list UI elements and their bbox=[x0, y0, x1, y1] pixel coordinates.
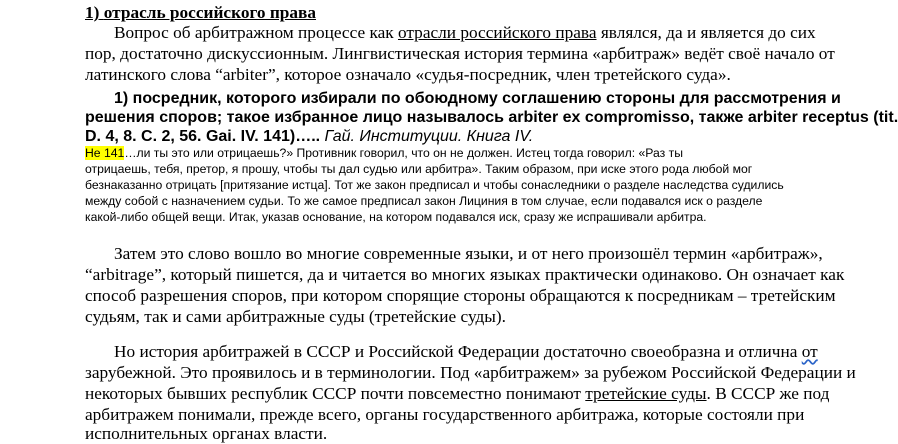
section-number: 1) bbox=[85, 3, 100, 22]
quote-line-3: D. 4, 8. C. 2, 56. Gai. IV. 141)….. Гай. Институции. Книга IV. bbox=[85, 128, 534, 145]
p2-line-4: судьям, так и сами арбитражные суды (третейские суды). bbox=[85, 307, 506, 326]
p3-line-1: Но история арбитражей в СССР и Российской Федерации достаточно своеобразна и отлична от bbox=[114, 342, 818, 361]
section-title: отрасль российского права bbox=[103, 3, 317, 22]
highlighted-reference: Не 141 bbox=[85, 146, 125, 160]
intro-line-1: Вопрос об арбитражном процессе как отрасли российского права являлся, да и является до сих bbox=[114, 23, 816, 42]
spellcheck-word: от bbox=[801, 342, 818, 361]
excerpt-line-5: какой-либо общей вещи. Итак, указав основание, на котором подавался иск, сразу же испрашивали арбитра. bbox=[85, 210, 707, 224]
intro-line-3: латинского слова “arbiter”, которое означало «судья-посредник, член третейского суда». bbox=[85, 65, 731, 84]
quote-line-2: решения споров; такое избранное лицо называлось arbiter ex compromisso, также arbiter receptus (tit. bbox=[85, 109, 898, 126]
p2-line-3: способ разрешения споров, при котором спорящие стороны обращаются к посредникам – третейским bbox=[85, 286, 836, 305]
p3-line-3: некоторых бывших республик СССР почти повсеместно понимают третейские суды. В СССР же под bbox=[85, 384, 830, 403]
underlined-term: отрасли российского права bbox=[398, 23, 597, 42]
underlined-term-2: третейские суды bbox=[585, 384, 707, 403]
p2-line-2: “arbitrage”, который пишется, да и читается во многих языках практически одинаково. Он означает как bbox=[85, 265, 845, 284]
p3-line-4: арбитражем понимали, прежде всего, органы государственного арбитража, которые состояли при bbox=[85, 405, 805, 424]
p3-line-2: зарубежной. Это проявилось и в терминологии. Под «арбитражем» за рубежом Российской Федерации и bbox=[85, 363, 856, 382]
section-heading bbox=[85, 2, 316, 23]
p2-line-1: Затем это слово вошло во многие современные языки, и от него произошёл термин «арбитраж», bbox=[114, 244, 823, 263]
quote-line-1: 1) посредник, которого избирали по обоюдному соглашению стороны для рассмотрения и bbox=[114, 90, 841, 107]
excerpt-line-1: Не 141…ли ты это или отрицаешь?» Противник говорил, что он не должен. Истец тогда говорил: «Раз ты bbox=[85, 146, 683, 160]
excerpt-line-4: между собой с назначением судьи. То же самое предписал закон Лициния в том случае, если подавался иск о разделе bbox=[85, 194, 763, 208]
intro-line-2: пор, достаточно дискуссионным. Лингвистическая история термина «арбитраж» ведёт своё начало от bbox=[85, 44, 835, 63]
p3-line-5: исполнительных органах власти. bbox=[85, 424, 328, 443]
excerpt-line-2: отрицаешь, тебя, претор, я прошу, чтобы ты дал судью или арбитра». Таким образом, при иске этого рода любой мог bbox=[85, 162, 753, 176]
excerpt-line-3: безнаказанно отрицать [притязание истца]. Тот же закон предписал и чтобы сонаследники о разделе наследства судились bbox=[85, 178, 784, 192]
quote-source: Гай. Институции. Книга IV. bbox=[324, 128, 534, 145]
